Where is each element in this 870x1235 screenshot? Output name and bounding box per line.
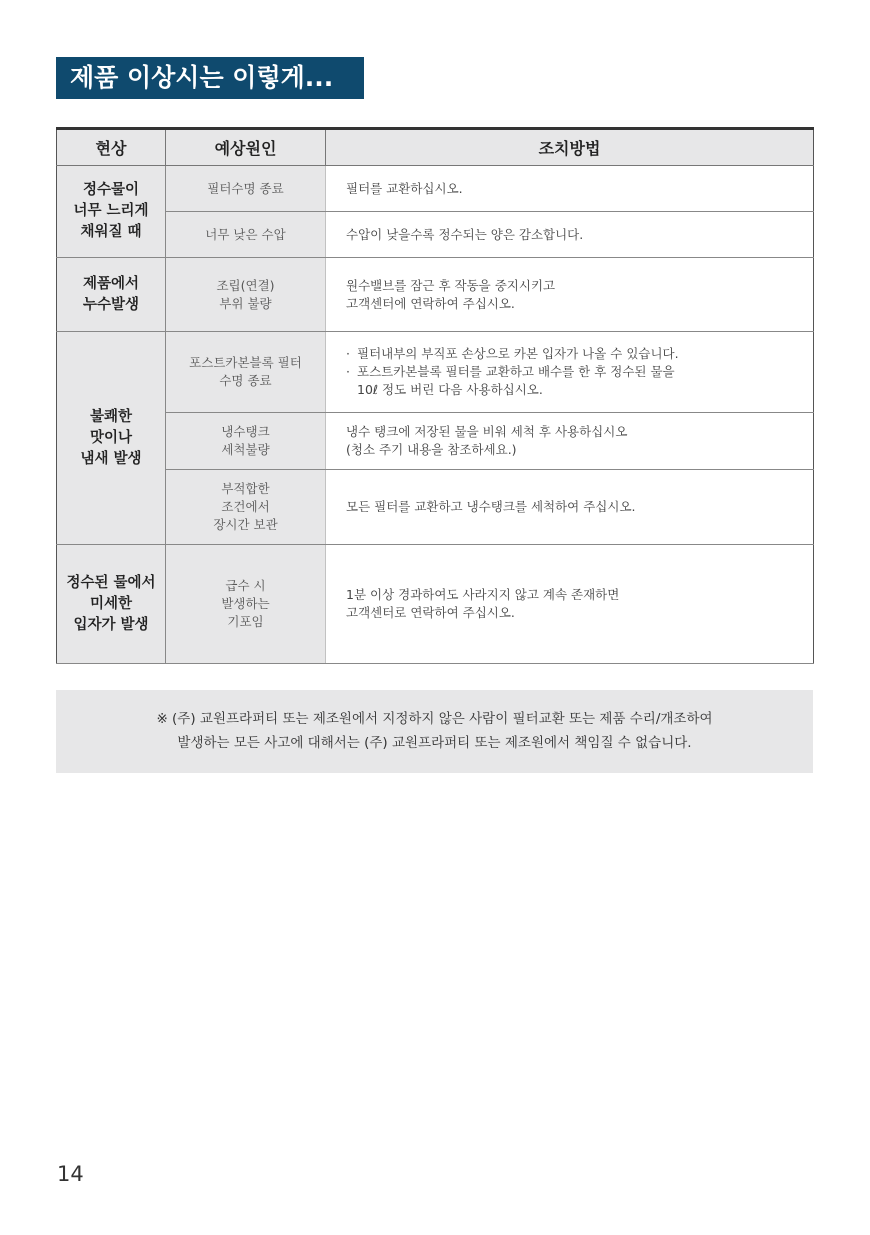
action-cell: [326, 413, 814, 470]
action-cell: [326, 332, 814, 413]
cause-line: 너무 낮은 수압: [205, 226, 286, 242]
page-number: 14: [57, 1162, 84, 1186]
table-row: [57, 470, 814, 545]
cause-line: 조립(연결): [216, 277, 275, 293]
action-cell: [326, 470, 814, 545]
page-title: 제품 이상시는 이렇게...: [56, 57, 364, 99]
cause-line: 조건에서: [221, 499, 270, 514]
table-row: [57, 332, 814, 413]
action-line: 원수밸브를 잠근 후 작동을 중지시키고: [346, 277, 556, 293]
header-cause: 예상원인: [166, 129, 326, 166]
symptom-line: 제품에서: [82, 275, 140, 292]
table-header-row: [57, 129, 814, 166]
action-cell: [326, 166, 814, 212]
cause-line: 발생하는: [221, 596, 270, 611]
action-line: 냉수 탱크에 저장된 물을 비워 세척 후 사용하십시오: [346, 424, 628, 439]
cause-line: 급수 시: [225, 578, 266, 593]
header-action: 조치방법: [326, 129, 814, 166]
table-row: [57, 212, 814, 258]
cause-cell: [166, 212, 326, 258]
bullet-text: 포스트카본블록 필터를 교환하고 배수를 한 후 정수된 물을: [357, 364, 675, 379]
cause-line: 포스트카본블록 필터: [189, 355, 302, 370]
cause-cell: [166, 545, 326, 664]
action-line: 고객센터로 연락하여 주십시오.: [346, 605, 515, 620]
bullet-continuation: 10ℓ 정도 버린 다음 사용하십시오.: [357, 382, 543, 397]
action-line: (청소 주기 내용을 참조하세요.): [346, 442, 517, 457]
symptom-line: 누수발생: [82, 296, 140, 313]
table-row: [57, 258, 814, 332]
symptom-line: 너무 느리게: [73, 203, 149, 219]
cause-cell: [166, 166, 326, 212]
symptom-line: 입자가 발생: [73, 616, 149, 633]
action-line: 1분 이상 경과하여도 사라지지 않고 계속 존재하면: [346, 587, 620, 602]
notice-line: 발생하는 모든 사고에 대해서는 (주) 교원프라퍼티 또는 제조원에서 책임질 수 없습니다.: [177, 735, 692, 751]
action-cell: [326, 545, 814, 664]
bullet-item: [346, 363, 813, 381]
symptom-cell: [57, 545, 166, 664]
action-line: 고객센터에 연락하여 주십시오.: [346, 295, 515, 311]
bullet-text: 필터내부의 부직포 손상으로 카본 입자가 나올 수 있습니다.: [357, 346, 679, 361]
action-line: 모든 필터를 교환하고 냉수탱크를 세척하여 주십시오.: [346, 499, 636, 514]
action-line: 필터를 교환하십시오.: [346, 180, 463, 196]
symptom-cell: [57, 258, 166, 332]
bullet-marker: ·: [346, 364, 350, 379]
action-cell: [326, 258, 814, 332]
symptom-cell: [57, 166, 166, 258]
cause-cell: [166, 332, 326, 413]
action-cell: [326, 212, 814, 258]
header-symptom: 현상: [57, 129, 166, 166]
cause-line: 장시간 보관: [213, 517, 278, 532]
symptom-line: 불쾌한: [89, 408, 133, 425]
symptom-line: 냄새 발생: [80, 450, 142, 467]
bullet-item: [346, 345, 813, 363]
cause-line: 냉수탱크: [221, 424, 270, 439]
table-row: [57, 166, 814, 212]
table-row: [57, 545, 814, 664]
symptom-cell: [57, 332, 166, 545]
symptom-line: 맛이나: [89, 429, 133, 446]
cause-line: 기포임: [227, 614, 264, 629]
symptom-line: 채워질 때: [80, 224, 142, 240]
disclaimer-notice: [56, 690, 813, 773]
symptom-line: 정수물이: [82, 182, 140, 198]
cause-cell: [166, 258, 326, 332]
cause-cell: [166, 413, 326, 470]
symptom-line: 미세한: [89, 595, 133, 612]
cause-line: 필터수명 종료: [207, 180, 284, 196]
action-line: 수압이 낮을수록 정수되는 양은 감소합니다.: [346, 226, 584, 242]
troubleshooting-table: [56, 127, 814, 664]
symptom-line: 정수된 물에서: [66, 574, 156, 591]
cause-line: 부적합한: [221, 481, 270, 496]
cause-line: 수명 종료: [219, 373, 272, 388]
cause-line: 부위 불량: [219, 295, 272, 311]
cause-line: 세척불량: [221, 442, 270, 457]
table-row: [57, 413, 814, 470]
cause-cell: [166, 470, 326, 545]
notice-line: ※ (주) 교원프라퍼티 또는 제조원에서 지정하지 않은 사람이 필터교환 또는 제품 수리/개조하여: [156, 711, 713, 727]
bullet-marker: ·: [346, 346, 350, 361]
